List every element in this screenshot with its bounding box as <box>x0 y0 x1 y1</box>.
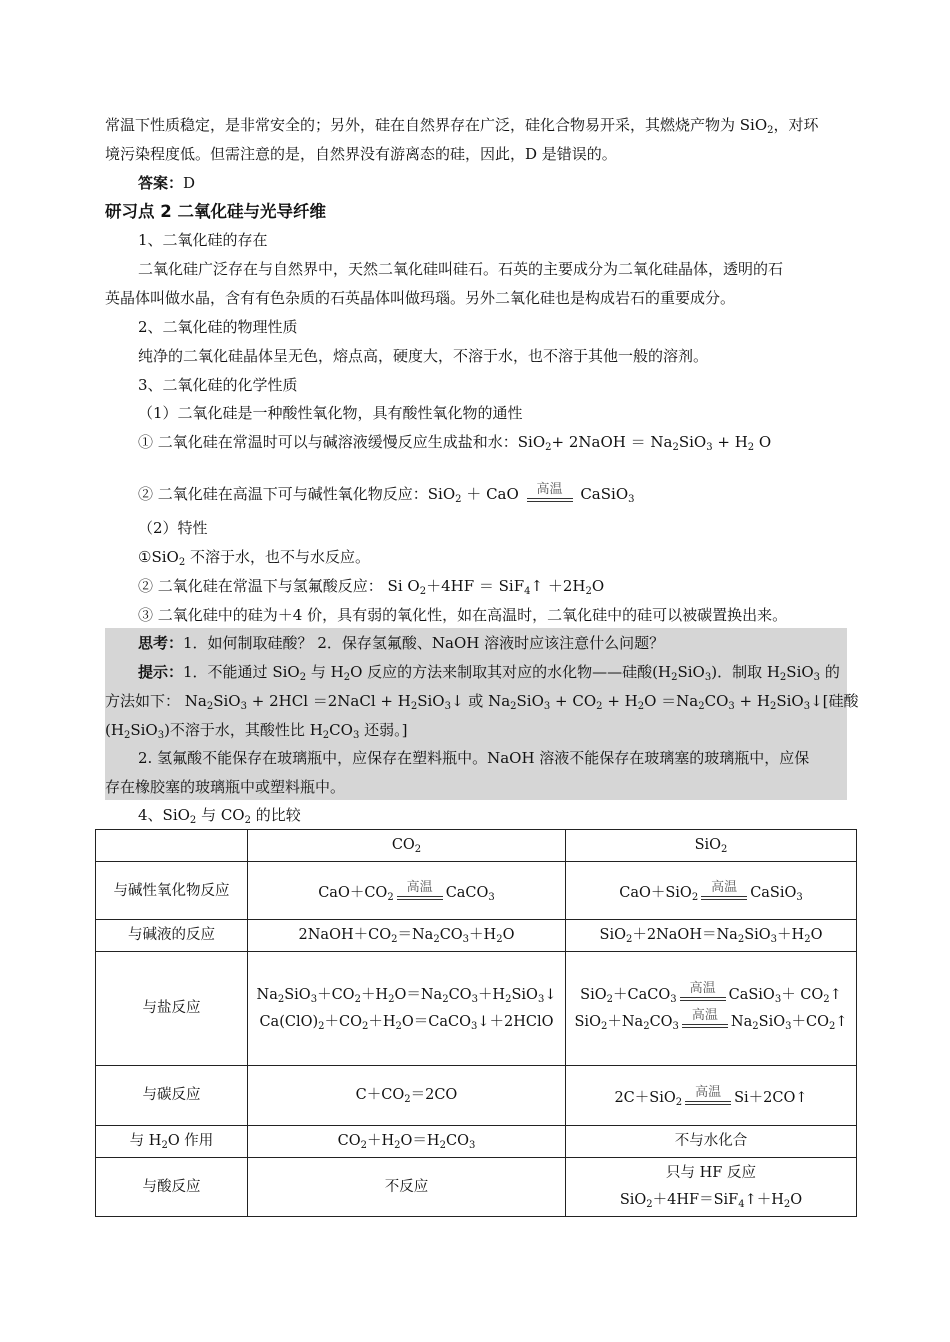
s3-item-2: ② 二氧化硅在高温下可与碱性氧化物反应：SiO$_2$ ＋ CaO 高温 CaSiO$_3$ <box>138 477 847 511</box>
cell-co2: $C+CO_2=2CO$ <box>248 1066 566 1126</box>
high-temp-condition: 高温 <box>527 483 573 508</box>
answer-line <box>138 173 847 193</box>
table-row <box>96 1158 857 1217</box>
s3-title: 3、二氧化硅的化学性质 <box>138 376 298 394</box>
cell-sio2: 不与水化合 <box>566 1126 857 1158</box>
s2-title: 2、二氧化硅的物理性质 <box>138 318 298 336</box>
row-label: 与碱液的反应 <box>96 920 248 952</box>
s1-paragraph-1: 二氧化硅广泛存在与自然界中，天然二氧化硅叫硅石。石英的主要成分为二氧化硅晶体，透明的石 <box>138 260 784 278</box>
s3-item-4: ② 二氧化硅在常温下与氢氟酸反应： Si $O_2+4HF$ ＝ SiF$_4$↑ $+2H_2O$ <box>138 577 605 597</box>
think-line: 思考：1．如何制取硅酸？ 2．保存氢氟酸、NaOH 溶液时应该注意什么问题？ <box>138 634 665 652</box>
row-label: 与 $H_2O$ 作用 <box>96 1126 248 1158</box>
s3-sub-2: （2）特性 <box>138 519 208 537</box>
table-header-row <box>96 830 857 862</box>
cell-sio2: CaO＋SiO$_2$ 高温 CaSiO$_3$ <box>566 862 857 920</box>
hint-line-1: 提示：1．不能通过 SiO$_2$ 与 $H_2O$ 反应的方法来制取其对应的水化物——硅酸$(H_2SiO_3)$．制取 $H_2SiO_3$ 的 <box>138 663 840 683</box>
table-row <box>96 952 857 1066</box>
row-label: 与盐反应 <box>96 952 248 1066</box>
comparison-table <box>95 829 857 1217</box>
header-cell-co2: $CO_2$ <box>248 830 566 862</box>
cell-co2: $Na_2SiO_3+CO_2+H_2O=Na_2CO_3+H_2SiO_3↓$ $Ca(ClO)_2+CO_2+H_2O=CaCO_3↓+2HClO$ <box>248 952 566 1066</box>
cell-sio2: 只与 HF 反应 $SiO_2+4HF=SiF_4↑+H_2O$ <box>566 1158 857 1217</box>
s3-item-5: ③ 二氧化硅中的硅为＋4 价，具有弱的氧化性，如在高温时，二氧化硅中的硅可以被碳置换出来。 <box>138 606 788 624</box>
hint-paragraph-2b: 存在橡胶塞的玻璃瓶中或塑料瓶中。 <box>105 778 346 796</box>
intro-line-1: 常温下性质稳定，是非常安全的；另外，硅在自然界存在广泛，硅化合物易开采，其燃烧产物为 SiO$_2$，对环 <box>105 116 819 136</box>
compare-title: 4、SiO$_2$ 与 $CO_2$ 的比较 <box>138 806 301 826</box>
table-row <box>96 920 857 952</box>
hint-paragraph-2a: 2. 氢氟酸不能保存在玻璃瓶中，应保存在塑料瓶中。NaOH 溶液不能保存在玻璃塞的玻璃瓶中，应保 <box>138 749 810 767</box>
answer-label: 答案： <box>138 174 184 192</box>
cell-sio2: 2C＋SiO$_2$ 高温 Si＋2CO↑ <box>566 1066 857 1126</box>
answer-value: D <box>183 174 196 192</box>
cell-sio2: SiO$_2$＋CaCO$_3$ 高温 CaSiO$_3$＋ $CO_2↑$ $SiO_2+Na_2CO_3$ 高温 $Na_2SiO_3+CO_2↑$ <box>566 952 857 1066</box>
hint-line-3: $(H_2SiO_3)$不溶于水，其酸性比 $H_2CO_3$ 还弱。] <box>105 721 408 741</box>
cell-co2: $2NaOH+CO_2=Na_2CO_3+H_2O$ <box>248 920 566 952</box>
hint-line-2: 方法如下： $Na_2SiO_3 + 2HCl$ ＝2NaCl + $H_2SiO_3↓$ 或 $Na_2SiO_3 + CO_2 + H_2O =Na_2CO_3$ + $H_2SiO_3↓$[硅酸 <box>105 692 859 712</box>
highlight-box <box>105 628 859 800</box>
header-cell-empty <box>96 830 248 862</box>
s3-item-1: ① 二氧化硅在常温时可以与碱溶液缓慢反应生成盐和水：SiO$_2$+ 2NaOH ＝ $Na_2SiO_3 + H_2$ O <box>138 433 772 453</box>
intro-line-2: 境污染程度低。但需注意的是，自然界没有游离态的硅，因此，D 是错误的。 <box>105 145 617 163</box>
table-row <box>96 1126 857 1158</box>
section-heading: 研习点 2 二氧化硅与光导纤维 <box>105 202 326 221</box>
s3-item-3: ①SiO$_2$ 不溶于水，也不与水反应。 <box>138 548 370 568</box>
cell-co2: $CO_2+H_2O=H_2CO_3$ <box>248 1126 566 1158</box>
s1-title: 1、二氧化硅的存在 <box>138 231 268 249</box>
cell-sio2: $SiO_2+2NaOH=Na_2SiO_3+H_2O$ <box>566 920 857 952</box>
row-label: 与碱性氧化物反应 <box>96 862 248 920</box>
s1-paragraph-2: 英晶体叫做水晶，含有有色杂质的石英晶体叫做玛瑙。另外二氧化硅也是构成岩石的重要成分。 <box>105 289 736 307</box>
s3-sub-1: （1）二氧化硅是一种酸性氧化物，具有酸性氧化物的通性 <box>138 404 523 422</box>
cell-co2: $CaO+CO_2$ 高温 CaCO$_3$ <box>248 862 566 920</box>
cell-co2: 不反应 <box>248 1158 566 1217</box>
table-row <box>96 1066 857 1126</box>
header-cell-sio2: SiO$_2$ <box>566 830 857 862</box>
row-label: 与酸反应 <box>96 1158 248 1217</box>
row-label: 与碳反应 <box>96 1066 248 1126</box>
s2-paragraph: 纯净的二氧化硅晶体呈无色，熔点高，硬度大，不溶于水，也不溶于其他一般的溶剂。 <box>138 347 709 365</box>
table-row <box>96 862 857 920</box>
